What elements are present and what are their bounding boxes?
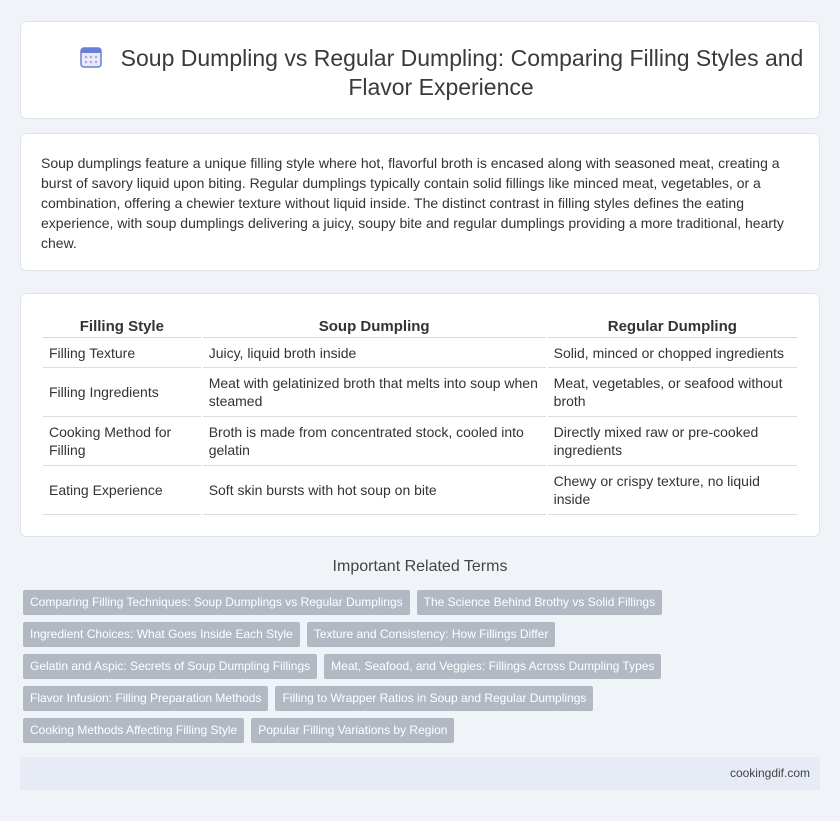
table-row: [43, 466, 797, 515]
related-term-tag[interactable]: Popular Filling Variations by Region: [251, 718, 454, 743]
related-term-tag[interactable]: Texture and Consistency: How Fillings Differ: [307, 622, 556, 647]
table-cell: Broth is made from concentrated stock, cooled into gelatin: [203, 417, 546, 466]
intro-text: Soup dumplings feature a unique filling style where hot, flavorful broth is encased along with seasoned meat, creating a burst of savory liquid upon biting. Regular dumplings typically contain solid fillings like minced meat, vegetables, or a combination, offering a chewier texture without liquid inside. The distinct contrast in filling styles defines the eating experience, with soup dumplings delivering a juicy, soupy bite and regular dumplings providing a more traditional, hearty chew.: [41, 155, 784, 251]
table-cell: Meat with gelatinized broth that melts into soup when steamed: [203, 368, 546, 417]
table-cell: Eating Experience: [43, 466, 201, 515]
table-cell: Solid, minced or chopped ingredients: [548, 338, 797, 368]
table-cell: Filling Texture: [43, 338, 201, 368]
related-terms-list: [23, 590, 803, 750]
table-row: [43, 368, 797, 417]
related-term-tag[interactable]: Comparing Filling Techniques: Soup Dumplings vs Regular Dumplings: [23, 590, 410, 615]
table-cell: Directly mixed raw or pre-cooked ingredients: [548, 417, 797, 466]
related-term-tag[interactable]: Filling to Wrapper Ratios in Soup and Regular Dumplings: [275, 686, 593, 711]
footer-site-link[interactable]: cookingdif.com: [729, 766, 810, 780]
table-cell: Cooking Method for Filling: [43, 417, 201, 466]
intro-card: [20, 133, 820, 271]
related-term-tag[interactable]: Ingredient Choices: What Goes Inside Each Style: [23, 622, 300, 647]
page-title: Soup Dumpling vs Regular Dumpling: Comparing Filling Styles and Flavor Experience: [120, 45, 804, 100]
table-row: [43, 338, 797, 368]
column-header: Soup Dumpling: [203, 316, 546, 338]
related-terms-title: Important Related Terms: [332, 558, 508, 575]
table-cell: Meat, vegetables, or seafood without broth: [548, 368, 797, 417]
page-title-wrap: [61, 44, 821, 102]
footer: [20, 757, 820, 790]
comparison-card: [20, 293, 820, 537]
related-term-tag[interactable]: Meat, Seafood, and Veggies: Fillings Across Dumpling Types: [324, 654, 661, 679]
table-header-row: [43, 316, 797, 338]
table-cell: Chewy or crispy texture, no liquid inside: [548, 466, 797, 515]
table-cell: Filling Ingredients: [43, 368, 201, 417]
column-header: Regular Dumpling: [548, 316, 797, 338]
related-term-tag[interactable]: Gelatin and Aspic: Secrets of Soup Dumpling Fillings: [23, 654, 317, 679]
related-term-tag[interactable]: Cooking Methods Affecting Filling Style: [23, 718, 244, 743]
table-cell: Juicy, liquid broth inside: [203, 338, 546, 368]
table-cell: Soft skin bursts with hot soup on bite: [203, 466, 546, 515]
related-term-tag[interactable]: The Science Behind Brothy vs Solid Fillings: [417, 590, 662, 615]
header-card: [20, 21, 820, 119]
related-term-tag[interactable]: Flavor Infusion: Filling Preparation Methods: [23, 686, 268, 711]
column-header: Filling Style: [43, 316, 201, 338]
comparison-table: [41, 316, 799, 515]
calendar-icon: [79, 45, 103, 69]
table-row: [43, 417, 797, 466]
